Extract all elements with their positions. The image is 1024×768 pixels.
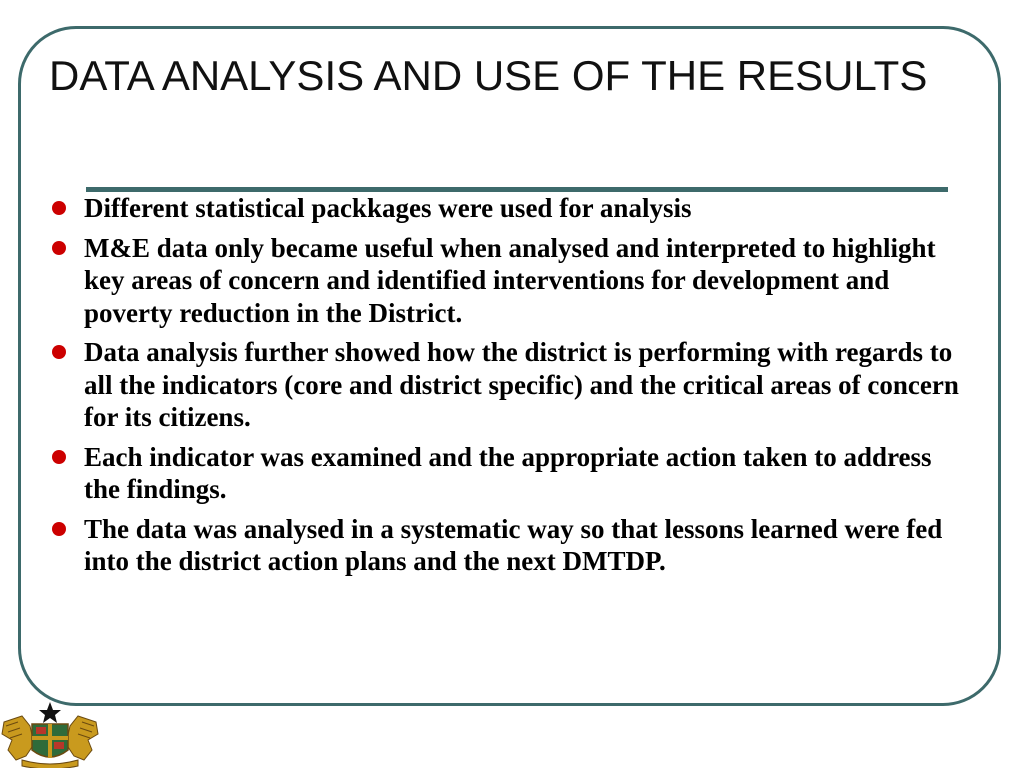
bullet-item	[48, 192, 963, 225]
bullet-dot-icon	[52, 345, 66, 359]
bullet-text: M&E data only became useful when analysed and interpreted to highlight key areas of concern and identified interventions for development and poverty reduction in the District.	[84, 232, 936, 328]
bullet-dot-icon	[52, 201, 66, 215]
bullet-text: The data was analysed in a systematic way so that lessons learned were fed into the district action plans and the next DMTDP.	[84, 513, 943, 576]
bullet-list	[48, 192, 963, 585]
bullet-dot-icon	[52, 522, 66, 536]
bullet-item	[48, 232, 963, 330]
bullet-dot-icon	[52, 241, 66, 255]
bullet-text: Data analysis further showed how the district is performing with regards to all the indicators (core and district specific) and the critical areas of concern for its citizens.	[84, 337, 959, 432]
slide-title: DATA ANALYSIS AND USE OF THE RESULTS	[49, 52, 928, 99]
bullet-text: Different statistical packkages were used for analysis	[84, 193, 692, 223]
bullet-dot-icon	[52, 450, 66, 464]
bullet-item	[48, 513, 963, 578]
bullet-text: Each indicator was examined and the appropriate action taken to address the findings.	[84, 441, 932, 504]
bullet-item	[48, 336, 963, 434]
coat-of-arms-icon	[0, 700, 100, 768]
bullet-item	[48, 441, 963, 506]
